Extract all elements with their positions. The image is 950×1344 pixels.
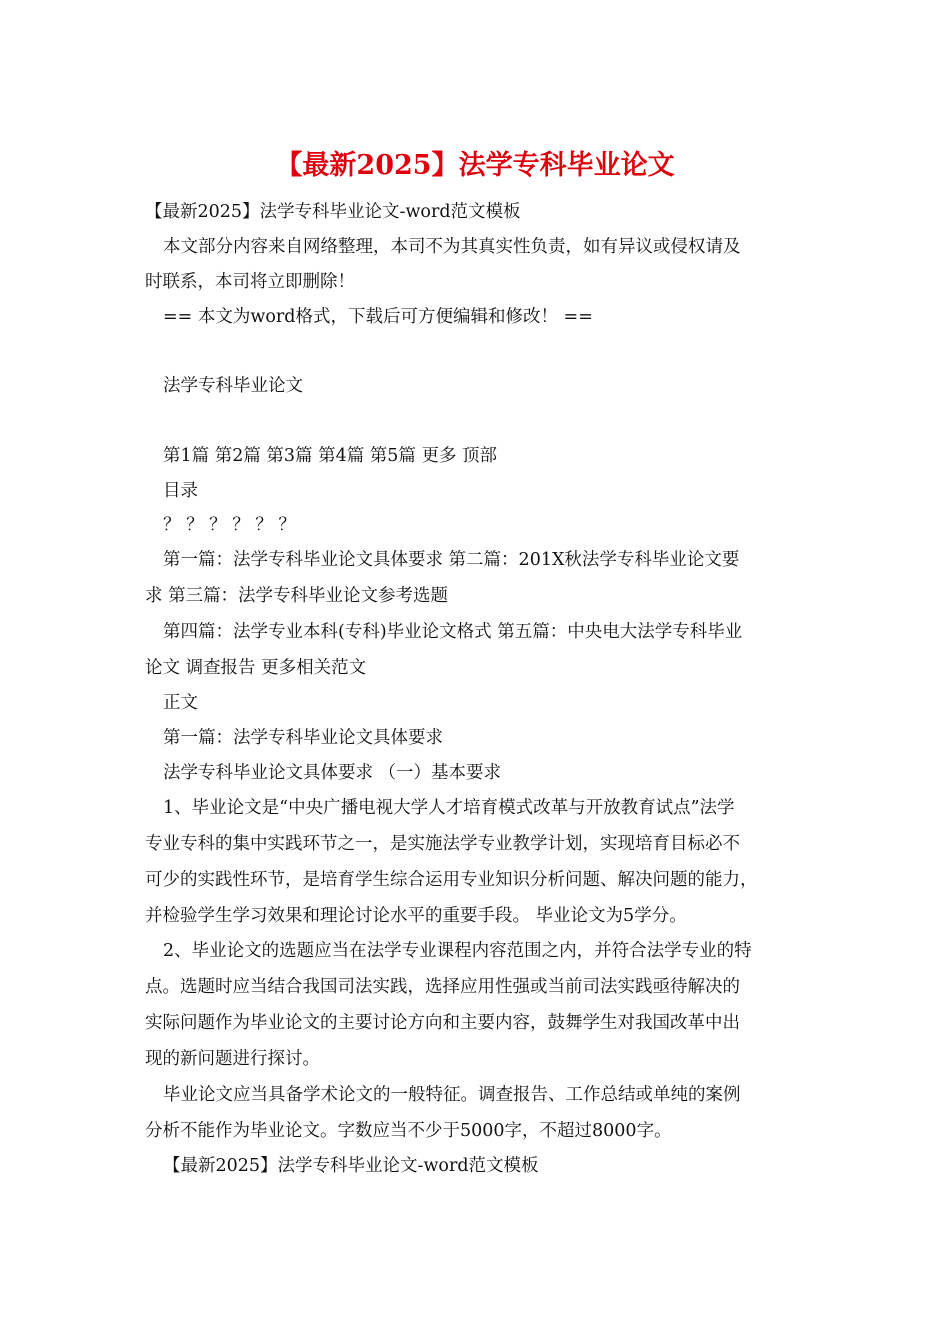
article-nav-links[interactable]: 第1篇 第2篇 第3篇 第4篇 第5篇 更多 顶部 [163,446,498,466]
subtitle-line: 【最新2025】法学专科毕业论文-word范文模板 [145,202,521,222]
paragraph-line: 专业专科的集中实践环节之一，是实施法学专业教学计划，实现培育目标必不 [145,834,740,854]
paragraph-line: 点。选题时应当结合我国司法实践，选择应用性强或当前司法实践亟待解决的 [145,977,740,997]
chapter-heading: 第一篇：法学专科毕业论文具体要求 [163,728,443,748]
document-title: 【最新2025】法学专科毕业论文 [275,150,675,181]
toc-heading: 目录 [163,481,198,501]
toc-line: 第四篇：法学专业本科(专科)毕业论文格式 第五篇：中央电大法学专科毕业 [163,622,743,642]
section-heading: 法学专科毕业论文 [163,376,303,396]
paragraph-line: 1、毕业论文是“中央广播电视大学人才培育模式改革与开放教育试点”法学 [163,798,735,818]
paragraph-line: 分析不能作为毕业论文。字数应当不少于5000字，不超过8000字。 [145,1121,672,1141]
toc-line: 论文 调查报告 更多相关范文 [145,658,367,678]
toc-line: 求 第三篇：法学专科毕业论文参考选题 [145,586,449,606]
paragraph-line: 法学专科毕业论文具体要求 （一）基本要求 [163,763,502,783]
paragraph-line: 可少的实践性环节，是培育学生综合运用专业知识分析问题、解决问题的能力， [145,870,758,890]
toc-line: 第一篇：法学专科毕业论文具体要求 第二篇：201X秋法学专科毕业论文要 [163,550,740,570]
disclaimer-line: 时联系，本司将立即删除！ [145,272,355,292]
footer-line: 【最新2025】法学专科毕业论文-word范文模板 [163,1156,539,1176]
paragraph-line: 实际问题作为毕业论文的主要讨论方向和主要内容，鼓舞学生对我国改革中出 [145,1013,740,1033]
paragraph-line: 现的新问题进行探讨。 [145,1049,320,1069]
toc-placeholder-line: ？ ？ ？ ？ ？ ？ [163,515,296,535]
paragraph-line: 2、毕业论文的选题应当在法学专业课程内容范围之内，并符合法学专业的特 [163,941,752,961]
paragraph-line: 毕业论文应当具备学术论文的一般特征。调查报告、工作总结或单纯的案例 [163,1085,741,1105]
paragraph-line: 并检验学生学习效果和理论讨论水平的重要手段。 毕业论文为5学分。 [145,906,687,926]
body-heading: 正文 [163,693,198,713]
format-note-line: == 本文为word格式，下载后可方便编辑和修改！ == [163,307,593,327]
disclaimer-line: 本文部分内容来自网络整理，本司不为其真实性负责，如有异议或侵权请及 [163,237,741,257]
